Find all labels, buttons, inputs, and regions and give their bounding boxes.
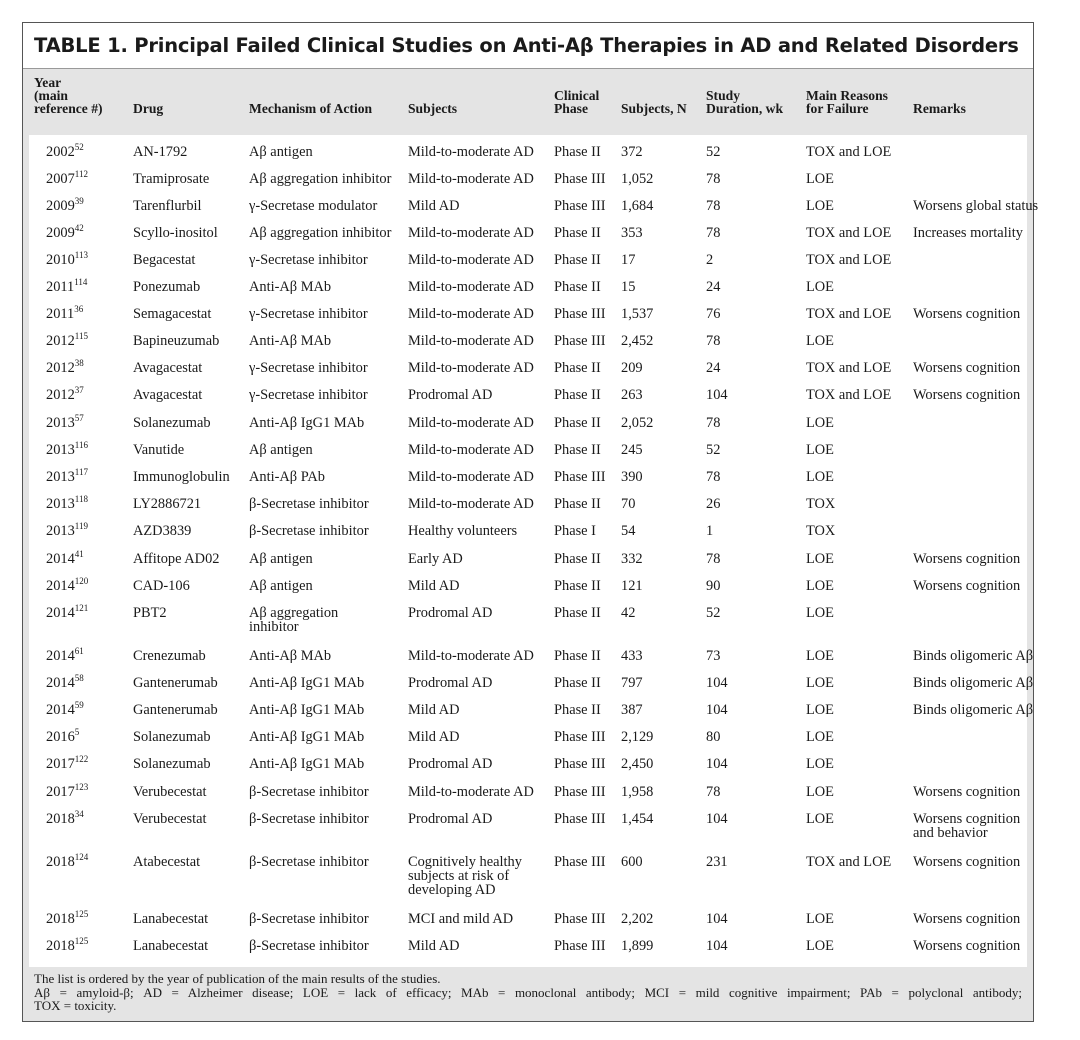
cell-year: 2017$^{123}$	[46, 782, 89, 800]
col-header-year: Year (main reference #)	[34, 75, 103, 116]
cell-subj: Mild AD	[408, 729, 460, 745]
table-title: TABLE 1. Principal Failed Clinical Studies on Anti-Aβ Therapies in AD and Related Disorders	[23, 23, 1033, 69]
table-footnotes	[23, 967, 1033, 1013]
cell-subj: Mild-to-moderate AD	[408, 225, 534, 241]
cell-drug: Tramiprosate	[133, 171, 210, 187]
cell-drug: Solanezumab	[133, 756, 211, 772]
cell-phase: Phase II	[554, 578, 601, 594]
cell-subj: Mild AD	[408, 938, 460, 954]
cell-year: 2012$^{38}$	[46, 358, 84, 376]
reference-superscript: 122	[74, 754, 89, 764]
cell-remarks: Worsens cognition	[913, 387, 1021, 403]
cell-year: 2017$^{122}$	[46, 754, 89, 772]
cell-year: 2013$^{57}$	[46, 413, 84, 431]
cell-n: 15	[621, 279, 636, 295]
reference-superscript: 41	[74, 549, 84, 559]
cell-phase: Phase II	[554, 648, 601, 664]
cell-phase: Phase III	[554, 198, 606, 214]
reference-superscript: 123	[74, 782, 89, 792]
cell-subj: Mild AD	[408, 578, 460, 594]
cell-dur: 76	[706, 306, 721, 322]
cell-n: 1,899	[621, 938, 654, 954]
reference-superscript: 113	[74, 250, 88, 260]
cell-drug: Crenezumab	[133, 648, 206, 664]
cell-mech: Anti-Aβ PAb	[249, 469, 325, 485]
cell-mech: β-Secretase inhibitor	[249, 854, 369, 870]
cell-phase: Phase II	[554, 605, 601, 621]
cell-n: 1,684	[621, 198, 654, 214]
cell-subj: Mild-to-moderate AD	[408, 442, 534, 458]
cell-reason: LOE	[806, 729, 834, 745]
cell-mech: β-Secretase inhibitor	[249, 523, 369, 539]
cell-remarks: Binds oligomeric Aβ	[913, 702, 1034, 718]
cell-reason: TOX and LOE	[806, 144, 892, 160]
cell-phase: Phase III	[554, 784, 606, 800]
cell-reason: TOX and LOE	[806, 854, 892, 870]
cell-dur: 78	[706, 551, 721, 567]
cell-drug: Begacestat	[133, 252, 196, 268]
cell-mech: γ-Secretase inhibitor	[249, 306, 368, 322]
reference-superscript: 118	[74, 494, 88, 504]
cell-subj: Prodromal AD	[408, 811, 493, 827]
cell-dur: 78	[706, 415, 721, 431]
cell-phase: Phase III	[554, 469, 606, 485]
cell-dur: 104	[706, 756, 728, 772]
cell-subj: Prodromal AD	[408, 605, 493, 621]
cell-drug: AN-1792	[133, 144, 188, 160]
cell-year: 2012$^{37}$	[46, 385, 84, 403]
cell-year: 2014$^{58}$	[46, 673, 84, 691]
cell-n: 2,202	[621, 911, 654, 927]
cell-year: 2014$^{121}$	[46, 603, 89, 621]
cell-subj: Mild-to-moderate AD	[408, 784, 534, 800]
cell-n: 353	[621, 225, 643, 241]
cell-mech: Aβ aggregation inhibitor	[249, 605, 339, 635]
cell-reason: LOE	[806, 171, 834, 187]
cell-dur: 78	[706, 333, 721, 349]
cell-n: 390	[621, 469, 643, 485]
cell-subj: Mild-to-moderate AD	[408, 252, 534, 268]
cell-n: 1,958	[621, 784, 654, 800]
cell-subj: Healthy volunteers	[408, 523, 518, 539]
cell-remarks: Worsens cognition	[913, 854, 1021, 870]
cell-mech: β-Secretase inhibitor	[249, 911, 369, 927]
cell-n: 70	[621, 496, 636, 512]
cell-year: 2002$^{52}$	[46, 142, 84, 160]
table-header	[23, 69, 1033, 135]
cell-remarks: Worsens cognition	[913, 911, 1021, 927]
cell-mech: β-Secretase inhibitor	[249, 938, 369, 954]
cell-mech: Anti-Aβ IgG1 MAb	[249, 675, 365, 691]
cell-remarks: Worsens cognition	[913, 578, 1021, 594]
cell-phase: Phase III	[554, 729, 606, 745]
cell-mech: γ-Secretase modulator	[249, 198, 378, 214]
cell-n: 2,450	[621, 756, 654, 772]
cell-dur: 78	[706, 225, 721, 241]
cell-n: 2,452	[621, 333, 654, 349]
cell-reason: TOX and LOE	[806, 387, 892, 403]
cell-subj: Prodromal AD	[408, 756, 493, 772]
cell-phase: Phase II	[554, 415, 601, 431]
table-body	[29, 135, 1039, 967]
cell-remarks: Increases mortality	[913, 225, 1023, 241]
reference-superscript: 114	[74, 277, 88, 287]
cell-subj: Mild-to-moderate AD	[408, 496, 534, 512]
cell-reason: TOX and LOE	[806, 360, 892, 376]
cell-phase: Phase III	[554, 333, 606, 349]
col-header-subjects: Subjects	[408, 101, 458, 116]
cell-mech: γ-Secretase inhibitor	[249, 252, 368, 268]
reference-superscript: 125	[74, 936, 89, 946]
cell-dur: 104	[706, 702, 728, 718]
cell-subj: Mild-to-moderate AD	[408, 415, 534, 431]
cell-dur: 1	[706, 523, 714, 539]
cell-phase: Phase II	[554, 442, 601, 458]
cell-subj: Mild-to-moderate AD	[408, 648, 534, 664]
cell-phase: Phase III	[554, 938, 606, 954]
cell-n: 2,052	[621, 415, 654, 431]
cell-year: 2013$^{118}$	[46, 494, 88, 512]
cell-phase: Phase II	[554, 144, 601, 160]
cell-drug: Verubecestat	[133, 811, 207, 827]
cell-phase: Phase II	[554, 702, 601, 718]
cell-mech: Anti-Aβ IgG1 MAb	[249, 415, 365, 431]
cell-mech: Aβ antigen	[249, 578, 313, 594]
cell-dur: 24	[706, 279, 721, 295]
cell-dur: 90	[706, 578, 721, 594]
cell-n: 1,537	[621, 306, 654, 322]
cell-reason: LOE	[806, 675, 834, 691]
cell-drug: Atabecestat	[133, 854, 201, 870]
cell-n: 17	[621, 252, 636, 268]
cell-mech: β-Secretase inhibitor	[249, 811, 369, 827]
cell-dur: 104	[706, 675, 728, 691]
col-header-reasons: Main Reasons for Failure	[806, 88, 888, 116]
cell-subj: Mild AD	[408, 702, 460, 718]
footnote-order: The list is ordered by the year of publication of the main results of the studies.	[34, 971, 441, 986]
reference-superscript: 115	[74, 331, 88, 341]
cell-reason: LOE	[806, 911, 834, 927]
cell-n: 1,052	[621, 171, 654, 187]
cell-subj: Mild-to-moderate AD	[408, 469, 534, 485]
reference-superscript: 125	[74, 909, 89, 919]
cell-phase: Phase II	[554, 225, 601, 241]
cell-drug: Gantenerumab	[133, 675, 218, 691]
cell-drug: PBT2	[133, 605, 167, 621]
reference-superscript: 58	[74, 673, 84, 683]
cell-reason: LOE	[806, 198, 834, 214]
reference-superscript: 39	[74, 196, 84, 206]
cell-dur: 2	[706, 252, 714, 268]
cell-subj: Mild-to-moderate AD	[408, 360, 534, 376]
cell-n: 1,454	[621, 811, 654, 827]
cell-drug: LY2886721	[133, 496, 202, 512]
cell-mech: Anti-Aβ MAb	[249, 648, 332, 664]
cell-remarks: Worsens cognition	[913, 784, 1021, 800]
cell-phase: Phase II	[554, 675, 601, 691]
cell-n: 263	[621, 387, 643, 403]
cell-phase: Phase III	[554, 306, 606, 322]
cell-subj: Prodromal AD	[408, 387, 493, 403]
reference-superscript: 117	[74, 467, 88, 477]
col-header-remarks: Remarks	[913, 101, 966, 116]
cell-n: 372	[621, 144, 643, 160]
cell-n: 42	[621, 605, 636, 621]
col-header-n: Subjects, N	[621, 101, 687, 116]
cell-year: 2018$^{125}$	[46, 909, 89, 927]
cell-phase: Phase III	[554, 756, 606, 772]
cell-n: 433	[621, 648, 643, 664]
cell-mech: Anti-Aβ MAb	[249, 333, 332, 349]
cell-reason: LOE	[806, 938, 834, 954]
cell-year: 2016$^5$	[46, 727, 80, 745]
cell-reason: LOE	[806, 333, 834, 349]
cell-remarks: Binds oligomeric Aβ	[913, 648, 1034, 664]
cell-mech: Aβ antigen	[249, 551, 313, 567]
cell-reason: TOX and LOE	[806, 306, 892, 322]
cell-dur: 78	[706, 469, 721, 485]
cell-year: 2018$^{125}$	[46, 936, 89, 954]
cell-drug: Ponezumab	[133, 279, 201, 295]
reference-superscript: 37	[74, 385, 84, 395]
cell-reason: TOX and LOE	[806, 252, 892, 268]
reference-superscript: 5	[74, 727, 80, 737]
cell-mech: Aβ aggregation inhibitor	[249, 225, 392, 241]
cell-phase: Phase II	[554, 551, 601, 567]
cell-dur: 26	[706, 496, 721, 512]
cell-reason: LOE	[806, 702, 834, 718]
cell-dur: 104	[706, 911, 728, 927]
cell-reason: LOE	[806, 578, 834, 594]
cell-year: 2013$^{119}$	[46, 521, 88, 539]
cell-subj: Mild-to-moderate AD	[408, 171, 534, 187]
cell-subj: Mild-to-moderate AD	[408, 333, 534, 349]
reference-superscript: 52	[74, 142, 84, 152]
cell-drug: Solanezumab	[133, 729, 211, 745]
cell-phase: Phase II	[554, 360, 601, 376]
cell-year: 2014$^{120}$	[46, 576, 89, 594]
cell-drug: Avagacestat	[133, 360, 203, 376]
reference-superscript: 124	[74, 852, 89, 862]
cell-dur: 52	[706, 442, 721, 458]
cell-year: 2009$^{39}$	[46, 196, 84, 214]
cell-drug: Semagacestat	[133, 306, 212, 322]
cell-dur: 52	[706, 605, 721, 621]
cell-drug: Lanabecestat	[133, 938, 209, 954]
cell-dur: 52	[706, 144, 721, 160]
cell-remarks: Worsens cognition	[913, 306, 1021, 322]
cell-phase: Phase II	[554, 387, 601, 403]
cell-remarks: Worsens cognition	[913, 551, 1021, 567]
cell-drug: Gantenerumab	[133, 702, 218, 718]
cell-phase: Phase II	[554, 252, 601, 268]
cell-year: 2012$^{115}$	[46, 331, 88, 349]
cell-drug: Solanezumab	[133, 415, 211, 431]
cell-remarks: Worsens cognition	[913, 360, 1021, 376]
cell-mech: β-Secretase inhibitor	[249, 784, 369, 800]
cell-remarks: Worsens cognition and behavior	[913, 811, 1021, 841]
cell-year: 2018$^{124}$	[46, 852, 89, 870]
cell-drug: Immunoglobulin	[133, 469, 230, 485]
cell-year: 2013$^{116}$	[46, 440, 88, 458]
cell-drug: Lanabecestat	[133, 911, 209, 927]
cell-reason: LOE	[806, 648, 834, 664]
cell-dur: 104	[706, 811, 728, 827]
reference-superscript: 116	[74, 440, 88, 450]
cell-subj: MCI and mild AD	[408, 911, 514, 927]
reference-superscript: 38	[74, 358, 84, 368]
table-frame	[22, 22, 1039, 1022]
reference-superscript: 34	[74, 809, 84, 819]
cell-subj: Prodromal AD	[408, 675, 493, 691]
cell-phase: Phase II	[554, 496, 601, 512]
cell-reason: LOE	[806, 811, 834, 827]
cell-drug: Tarenflurbil	[133, 198, 202, 214]
cell-subj: Mild-to-moderate AD	[408, 279, 534, 295]
cell-remarks: Worsens cognition	[913, 938, 1021, 954]
cell-dur: 78	[706, 198, 721, 214]
cell-dur: 231	[706, 854, 728, 870]
cell-remarks: Worsens global status	[913, 198, 1039, 214]
cell-n: 600	[621, 854, 643, 870]
cell-mech: Aβ antigen	[249, 442, 313, 458]
reference-superscript: 57	[74, 413, 84, 423]
cell-year: 2014$^{59}$	[46, 700, 84, 718]
cell-mech: Aβ aggregation inhibitor	[249, 171, 392, 187]
reference-superscript: 61	[74, 646, 84, 656]
cell-drug: Vanutide	[133, 442, 185, 458]
cell-drug: Scyllo-inositol	[133, 225, 218, 241]
cell-n: 54	[621, 523, 636, 539]
cell-n: 387	[621, 702, 643, 718]
cell-phase: Phase III	[554, 911, 606, 927]
footnote-abbreviations-cont: TOX = toxicity.	[34, 998, 117, 1014]
cell-dur: 78	[706, 171, 721, 187]
cell-year: 2011$^{114}$	[46, 277, 88, 295]
cell-reason: TOX	[806, 496, 836, 512]
reference-superscript: 59	[74, 700, 84, 710]
cell-drug: Affitope AD02	[133, 551, 220, 567]
cell-reason: LOE	[806, 469, 834, 485]
cell-n: 121	[621, 578, 643, 594]
reference-superscript: 121	[74, 603, 89, 613]
cell-dur: 24	[706, 360, 721, 376]
cell-drug: Bapineuzumab	[133, 333, 220, 349]
reference-superscript: 36	[74, 304, 84, 314]
cell-year: 2007$^{112}$	[46, 169, 88, 187]
reference-superscript: 42	[74, 223, 84, 233]
footnote-abbreviations: Aβ = amyloid-β; AD = Alzheimer disease; LOE = lack of efficacy; MAb = monoclonal antibody; MCI = mild cognitive impairment; PAb = polyclonal antibody;	[34, 984, 1022, 1000]
cell-drug: Verubecestat	[133, 784, 207, 800]
cell-dur: 80	[706, 729, 721, 745]
cell-phase: Phase III	[554, 811, 606, 827]
cell-subj: Mild AD	[408, 198, 460, 214]
cell-remarks: Binds oligomeric Aβ	[913, 675, 1034, 691]
cell-mech: Anti-Aβ IgG1 MAb	[249, 756, 365, 772]
cell-year: 2014$^{41}$	[46, 549, 84, 567]
cell-dur: 104	[706, 938, 728, 954]
col-header-phase: Clinical Phase	[554, 88, 600, 116]
cell-year: 2009$^{42}$	[46, 223, 84, 241]
cell-year: 2013$^{117}$	[46, 467, 88, 485]
cell-drug: CAD-106	[133, 578, 190, 594]
col-header-duration: Study Duration, wk	[706, 88, 784, 116]
cell-dur: 78	[706, 784, 721, 800]
cell-n: 332	[621, 551, 643, 567]
cell-n: 797	[621, 675, 643, 691]
cell-phase: Phase I	[554, 523, 596, 539]
cell-year: 2014$^{61}$	[46, 646, 84, 664]
cell-year: 2018$^{34}$	[46, 809, 84, 827]
cell-reason: LOE	[806, 756, 834, 772]
cell-subj: Early AD	[408, 551, 463, 567]
cell-mech: Anti-Aβ MAb	[249, 279, 332, 295]
cell-reason: TOX and LOE	[806, 225, 892, 241]
cell-reason: LOE	[806, 551, 834, 567]
cell-n: 209	[621, 360, 643, 376]
cell-subj: Mild-to-moderate AD	[408, 306, 534, 322]
cell-n: 245	[621, 442, 643, 458]
cell-year: 2010$^{113}$	[46, 250, 88, 268]
cell-dur: 104	[706, 387, 728, 403]
cell-reason: LOE	[806, 605, 834, 621]
cell-drug: AZD3839	[133, 523, 192, 539]
cell-mech: Aβ antigen	[249, 144, 313, 160]
cell-mech: β-Secretase inhibitor	[249, 496, 369, 512]
reference-superscript: 119	[74, 521, 88, 531]
cell-mech: γ-Secretase inhibitor	[249, 387, 368, 403]
cell-reason: LOE	[806, 279, 834, 295]
cell-mech: γ-Secretase inhibitor	[249, 360, 368, 376]
col-header-mechanism: Mechanism of Action	[249, 101, 373, 116]
reference-superscript: 112	[74, 169, 88, 179]
reference-superscript: 120	[74, 576, 89, 586]
cell-phase: Phase III	[554, 854, 606, 870]
cell-mech: Anti-Aβ IgG1 MAb	[249, 702, 365, 718]
cell-phase: Phase II	[554, 279, 601, 295]
cell-mech: Anti-Aβ IgG1 MAb	[249, 729, 365, 745]
cell-subj: Mild-to-moderate AD	[408, 144, 534, 160]
cell-dur: 73	[706, 648, 721, 664]
cell-reason: LOE	[806, 442, 834, 458]
cell-subj: Cognitively healthy subjects at risk of developing AD	[408, 854, 522, 898]
cell-reason: LOE	[806, 784, 834, 800]
col-header-drug: Drug	[133, 101, 164, 116]
cell-drug: Avagacestat	[133, 387, 203, 403]
cell-reason: LOE	[806, 415, 834, 431]
cell-n: 2,129	[621, 729, 654, 745]
cell-year: 2011$^{36}$	[46, 304, 84, 322]
cell-reason: TOX	[806, 523, 836, 539]
cell-phase: Phase III	[554, 171, 606, 187]
